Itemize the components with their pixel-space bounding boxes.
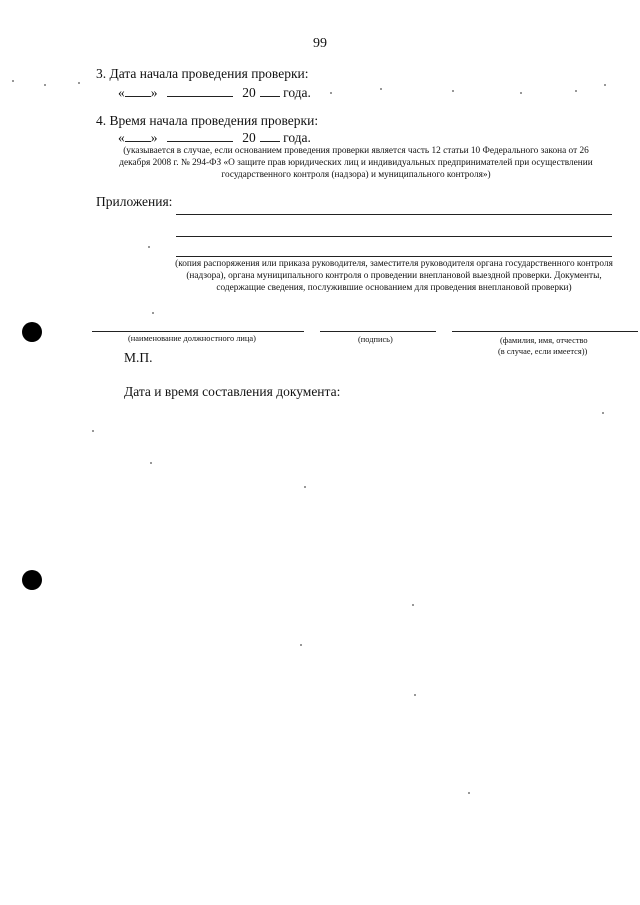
- signature-line[interactable]: [320, 331, 436, 332]
- name-caption-line-1: (фамилия, имя, отчество: [500, 336, 588, 345]
- scan-speck: [78, 82, 80, 84]
- name-caption-line-2: (в случае, если имеется)): [498, 347, 588, 356]
- scan-speck: [304, 486, 306, 488]
- scan-speck: [330, 92, 332, 94]
- year-suffix: года.: [283, 130, 311, 145]
- scan-speck: [414, 694, 416, 696]
- item-4-title: 4. Время начала проведения проверки:: [96, 113, 319, 128]
- day-blank[interactable]: [125, 129, 151, 142]
- item-4-note: (указывается в случае, если основанием проведения проверки является часть 12 статьи 10 Федерального закона от 26 декабря 2008 г. № 294-ФЗ «О защите прав юридических лиц и индивидуальных предпринимателей при осуществлении государственного контроля (надзора) и муниципального контроля»): [119, 146, 593, 180]
- year-suffix: года.: [283, 85, 311, 100]
- signature-caption: (подпись): [358, 335, 393, 344]
- document-date-label: Дата и время составления документа:: [124, 384, 341, 399]
- scan-speck: [150, 462, 152, 464]
- month-blank[interactable]: [167, 84, 233, 97]
- year-prefix: 20: [242, 130, 256, 145]
- year-blank[interactable]: [260, 129, 280, 142]
- punch-hole-bottom: [22, 570, 42, 590]
- close-quote: »: [150, 130, 158, 145]
- scan-speck: [148, 246, 150, 248]
- year-prefix: 20: [242, 85, 256, 100]
- item-3-date-line: [118, 84, 311, 101]
- item-4-time-line: [118, 129, 311, 146]
- scan-speck: [520, 92, 522, 94]
- attachment-line-3[interactable]: [176, 256, 612, 257]
- scan-speck: [92, 430, 94, 432]
- position-line[interactable]: [92, 331, 304, 332]
- name-line[interactable]: [452, 331, 638, 332]
- scan-speck: [44, 84, 46, 86]
- item-3-title: 3. Дата начала проведения проверки:: [96, 66, 309, 81]
- scan-speck: [300, 644, 302, 646]
- open-quote: «: [118, 85, 125, 100]
- month-blank[interactable]: [167, 129, 233, 142]
- attachments-label: Приложения:: [96, 194, 173, 209]
- scan-speck: [604, 84, 606, 86]
- page-number: 99: [313, 36, 327, 51]
- scan-speck: [602, 412, 604, 414]
- scan-speck: [468, 792, 470, 794]
- attachment-line-2[interactable]: [176, 236, 612, 237]
- day-blank[interactable]: [125, 84, 151, 97]
- scan-speck: [12, 80, 14, 82]
- stamp-label: М.П.: [124, 350, 153, 365]
- attachments-note: (копия распоряжения или приказа руководителя, заместителя руководителя органа государственного контроля (надзора), органа муниципального контроля о проведении внеплановой выездной проверки. Документы, содержащие сведения, послужившие основанием для проведения внеплановой проверки): [175, 259, 613, 293]
- scan-speck: [575, 90, 577, 92]
- open-quote: «: [118, 130, 125, 145]
- year-blank[interactable]: [260, 84, 280, 97]
- attachment-line-1[interactable]: [176, 214, 612, 215]
- scan-speck: [380, 88, 382, 90]
- position-caption: (наименование должностного лица): [128, 334, 256, 343]
- scan-speck: [152, 312, 154, 314]
- scan-speck: [452, 90, 454, 92]
- punch-hole-top: [22, 322, 42, 342]
- close-quote: »: [150, 85, 158, 100]
- scan-speck: [412, 604, 414, 606]
